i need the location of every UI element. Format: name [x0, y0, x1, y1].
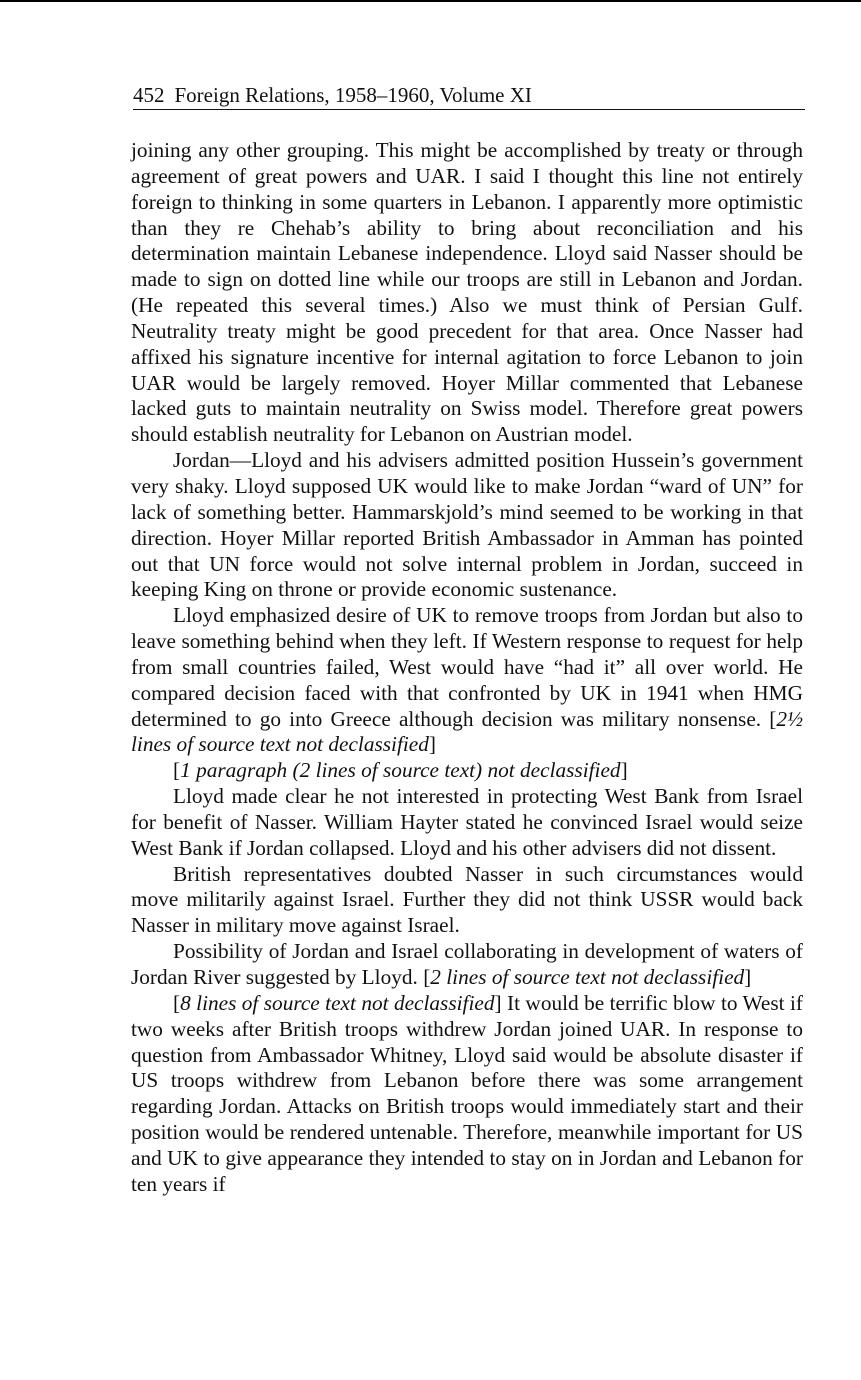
editorial-note: 1 paragraph (2 lines of source text) not declassified — [180, 758, 621, 783]
paragraph-text: Jordan—Lloyd and his advisers admitted position Hussein’s government very shaky. Lloyd supposed UK would like to make Jordan “ward of UN” for lack of something better. Hammarskjold’s mind seemed to be working in that direction. Hoyer Millar reported British Ambassador in Amman has pointed out that UN force would not solve internal problem in Jordan, succeed in keeping King on throne or provide economic sustenance. — [131, 448, 803, 602]
paragraph-4: [1 paragraph (2 lines of source text) not declassified] — [173, 758, 628, 783]
paragraph-1 — [131, 138, 803, 448]
paragraph-7: Possibility of Jordan and Israel collaborating in development of waters of Jordan River suggested by Lloyd. [2 lines of source text not declassified] — [131, 939, 803, 989]
running-header — [133, 81, 805, 110]
paragraph-6 — [131, 862, 803, 940]
paragraph-text: It would be terrific blow to West if two weeks after British troops withdrew Jordan joined UAR. In response to question from Ambassador Whitney, Lloyd said would be absolute disaster if US troops withdrew from Lebanon before there was some arrangement regarding Jordan. Attacks on British troops would immediately start and their position would be rendered untenable. Therefore, meanwhile important for US and UK to give appearance they intended to stay on in Jordan and Lebanon for ten years if — [131, 990, 804, 1196]
paragraph-text: British representatives doubted Nasser in such circumstances would move militarily against Israel. Further they did not think USSR would back Nasser in military move against Israel. — [131, 861, 803, 938]
editorial-note: 8 lines of source text not declassified — [180, 990, 495, 1015]
paragraph-8: [8 lines of source text not declassified] It would be terrific blow to West if two weeks after British troops withdrew Jordan joined UAR. In response to question from Ambassador Whitney, Lloyd said would be absolute disaster if US troops withdrew from Lebanon before there was some arrangement regarding Jordan. Attacks on British troops would immediately start and their position would be rendered untenable. Therefore, meanwhile important for US and UK to give appearance they intended to stay on in Jordan and Lebanon for ten years if — [131, 990, 804, 1196]
top-border — [0, 0, 861, 2]
paragraph-2 — [131, 448, 803, 603]
paragraph-3: Lloyd emphasized desire of UK to remove troops from Jordan but also to leave something behind when they left. If Western response to request for help from small countries failed, West would have “had it” all over world. He compared decision faced with that confronted by UK in 1941 when HMG determined to go into Greece although decision was military nonsense. [2½ lines of source text not declassified] — [131, 603, 804, 757]
paragraph-text: Lloyd made clear he not interested in protecting West Bank from Israel for benefit of Nasser. William Hayter stated he convinced Israel would seize West Bank if Jordan collapsed. Lloyd and his other advisers did not dissent. — [131, 784, 803, 860]
editorial-note: 2 lines of source text not declassified — [430, 965, 745, 989]
page-number: 452 — [133, 83, 165, 107]
running-title: Foreign Relations, 1958–1960, Volume XI — [174, 83, 532, 107]
paragraph-text: Possibility of Jordan and Israel collaborating in development of waters of Jordan River suggested by Lloyd. — [131, 939, 803, 989]
editorial-note: 2½ lines of source text not declassified — [131, 706, 804, 757]
body-text — [131, 138, 803, 1198]
paragraph-5 — [131, 784, 803, 862]
paragraph-text: Lloyd emphasized desire of UK to remove troops from Jordan but also to leave something behind when they left. If Western response to request for help from small countries failed, West would have “had it” all over world. He compared decision faced with that confronted by UK in 1941 when HMG determined to go into Greece although decision was military nonsense. — [131, 603, 803, 731]
paragraph-text: joining any other grouping. This might be accomplished by treaty or through agreement of great powers and UAR. I said I thought this line not entirely foreign to thinking in some quarters in Lebanon. I apparently more optimistic than they re Chehab’s ability to bring about reconciliation and his determination maintain Lebanese independence. Lloyd said Nasser should be made to sign on dotted line while our troops are still in Lebanon and Jordan. (He repeated this several times.) Also we must think of Persian Gulf. Neutrality treaty might be good precedent for that area. Once Nasser had affixed his signature incentive for internal agitation to force Lebanon to join UAR would be largely removed. Hoyer Millar commented that Lebanese lacked guts to maintain neutrality on Swiss model. Therefore great powers should establish neutrality for Lebanon on Austrian model. — [131, 138, 803, 447]
